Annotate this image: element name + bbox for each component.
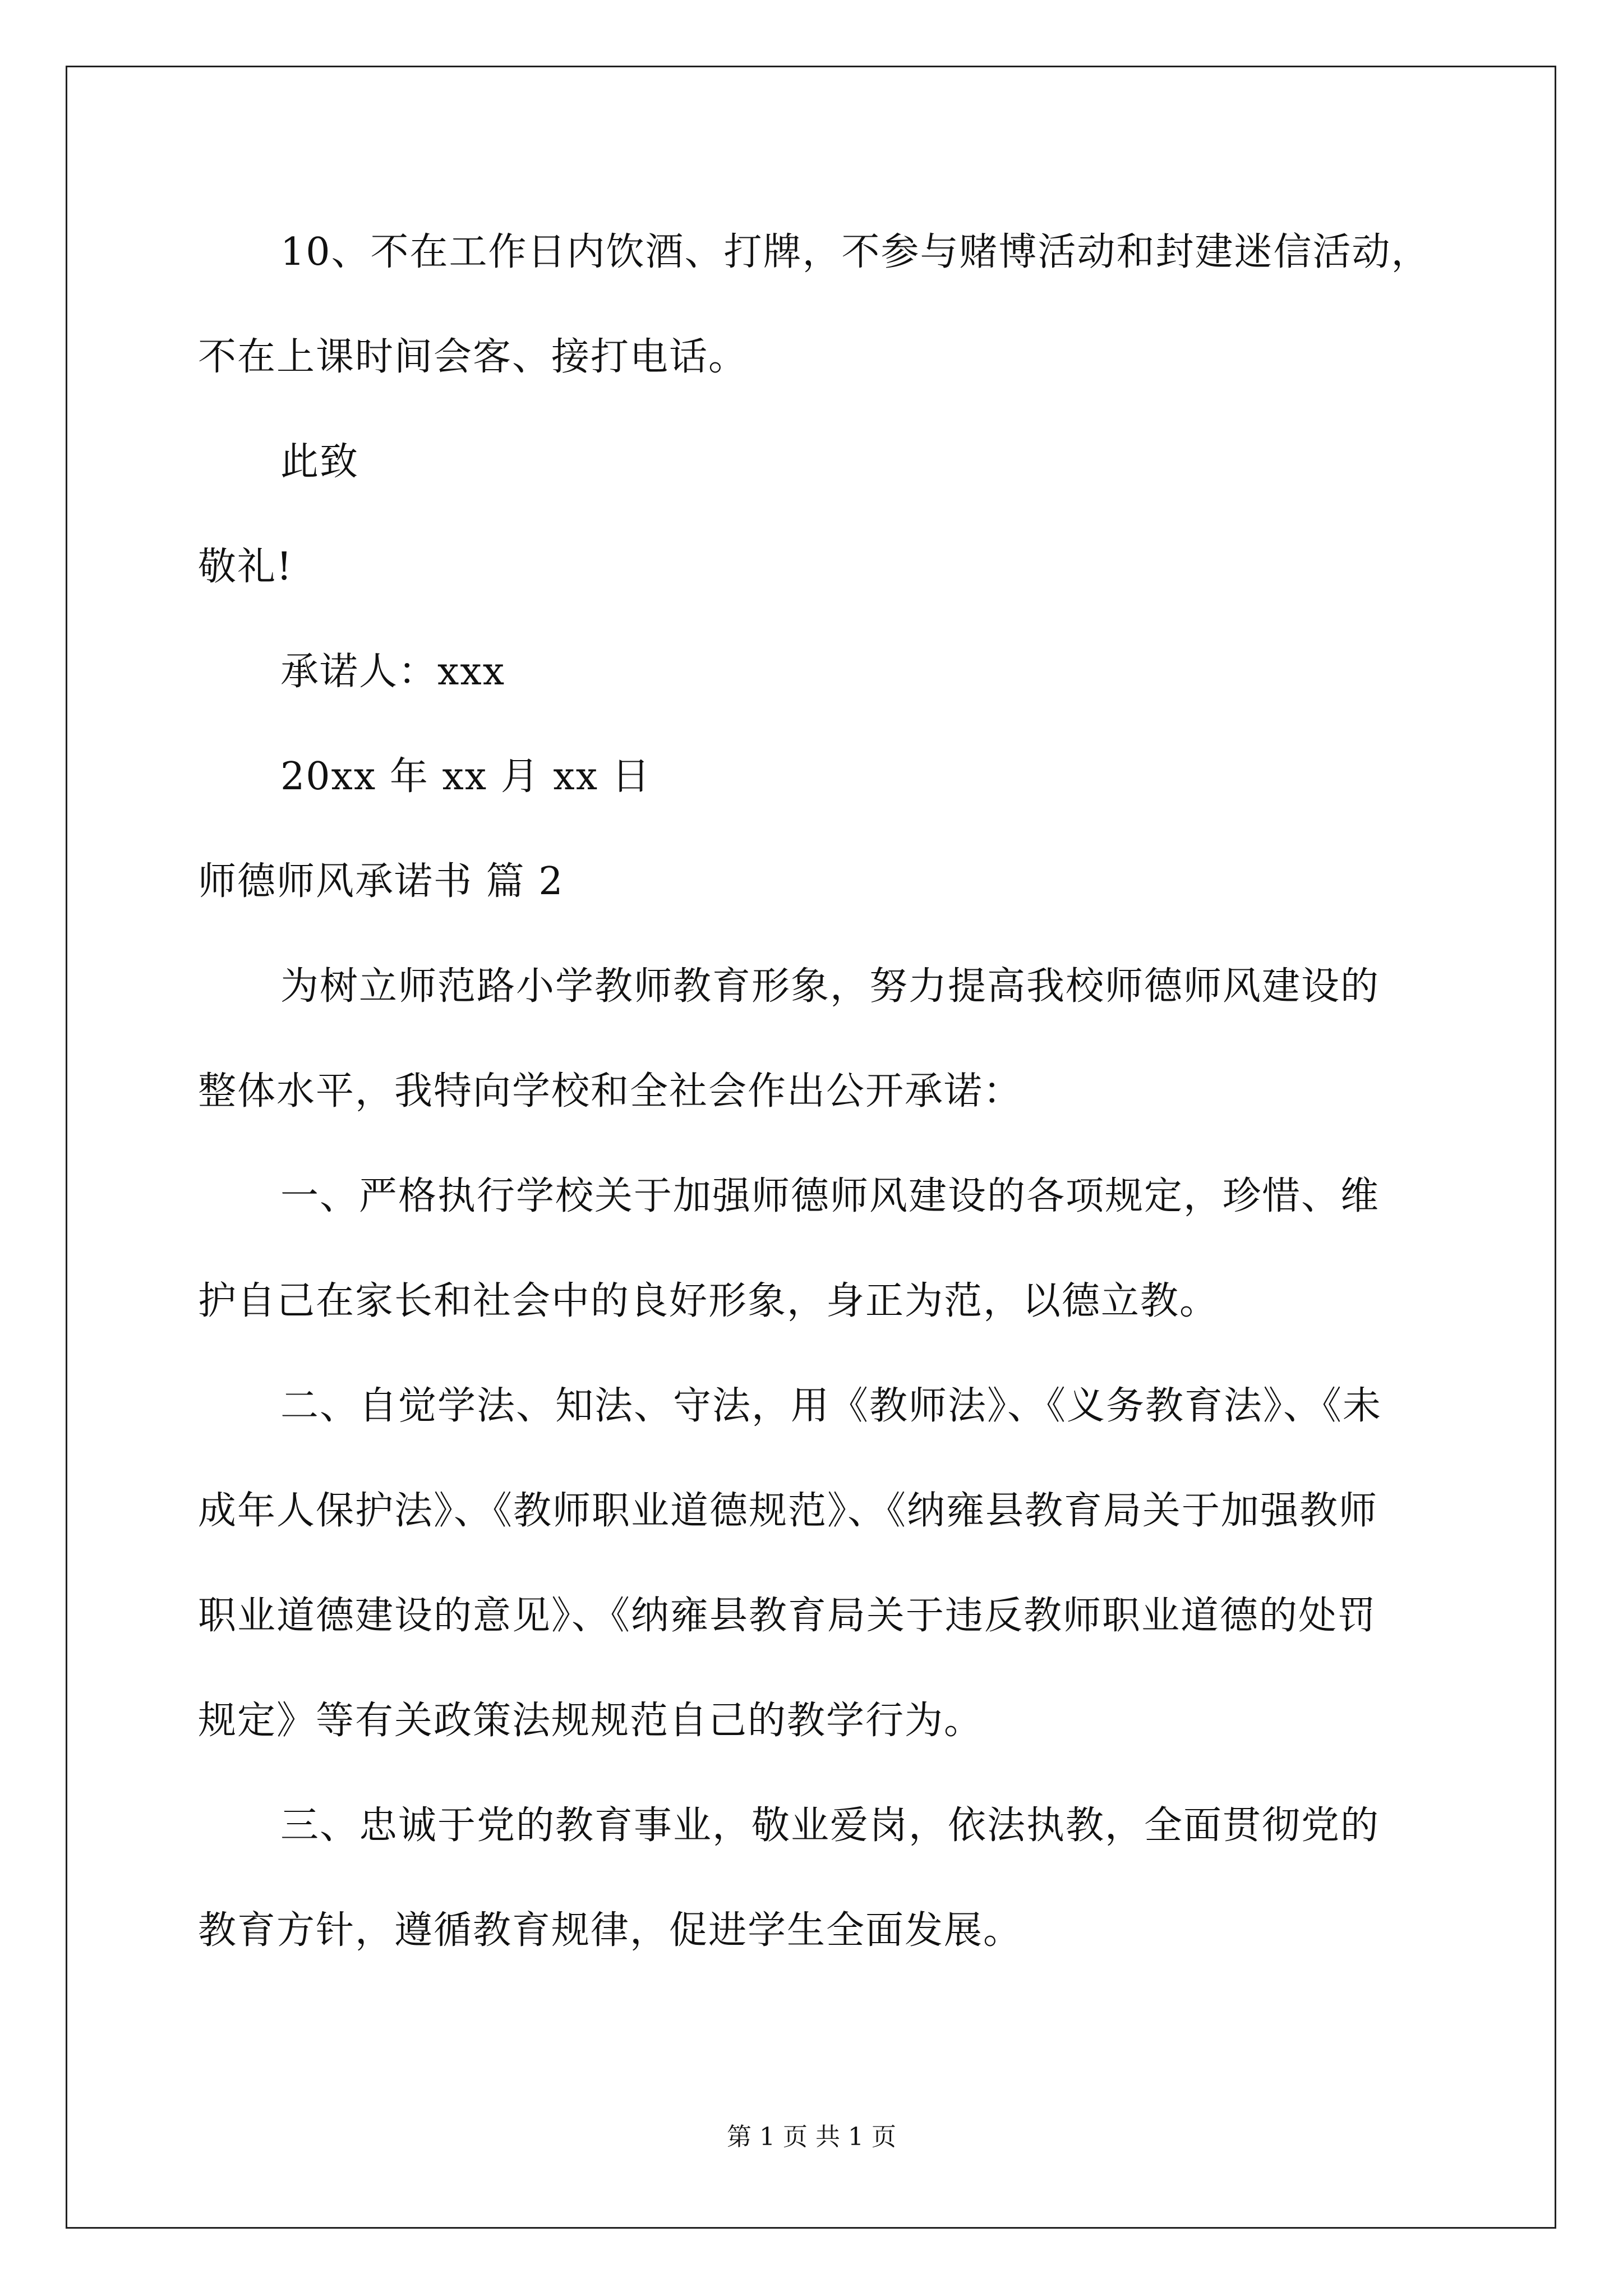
paragraph-line-5: 承诺人：xxx [280,650,506,694]
paragraph-line-9: 整体水平，我特向学校和全社会作出公开承诺： [198,1069,1023,1114]
paragraph-line-4: 敬礼! [198,545,293,589]
paragraph-line-2: 不在上课时间会客、接打电话。 [198,335,748,379]
page-number-footer: 第 1 页 共 1 页 [727,2123,896,2151]
paragraph-line-14: 职业道德建设的意见》、《纳雍县教育局关于违反教师职业道德的处罚 [198,1594,1377,1638]
paragraph-line-11: 护自己在家长和社会中的良好形象，身正为范，以德立教。 [198,1279,1219,1323]
paragraph-line-12: 二、自觉学法、知法、守法，用《教师法》、《义务教育法》、《未 [280,1384,1382,1428]
page-border [66,66,1556,2229]
paragraph-line-3: 此致 [280,440,359,484]
paragraph-line-6: 20xx 年 xx 月 xx 日 [280,754,651,799]
paragraph-line-1: 10、不在工作日内饮酒、打牌，不参与赌博活动和封建迷信活动， [280,230,1431,274]
paragraph-line-17: 教育方针，遵循教育规律，促进学生全面发展。 [198,1908,1023,1953]
paragraph-line-8: 为树立师范路小学教师教育形象，努力提高我校师德师风建设的 [280,964,1380,1009]
paragraph-line-15: 规定》等有关政策法规规范自己的教学行为。 [198,1699,984,1743]
section-heading: 师德师风承诺书 篇 2 [198,859,564,904]
paragraph-line-13: 成年人保护法》、《教师职业道德规范》、《纳雍县教育局关于加强教师 [198,1489,1378,1533]
paragraph-line-10: 一、严格执行学校关于加强师德师风建设的各项规定，珍惜、维 [280,1174,1380,1218]
paragraph-line-16: 三、忠诚于党的教育事业，敬业爱岗，依法执教，全面贯彻党的 [280,1803,1380,1848]
